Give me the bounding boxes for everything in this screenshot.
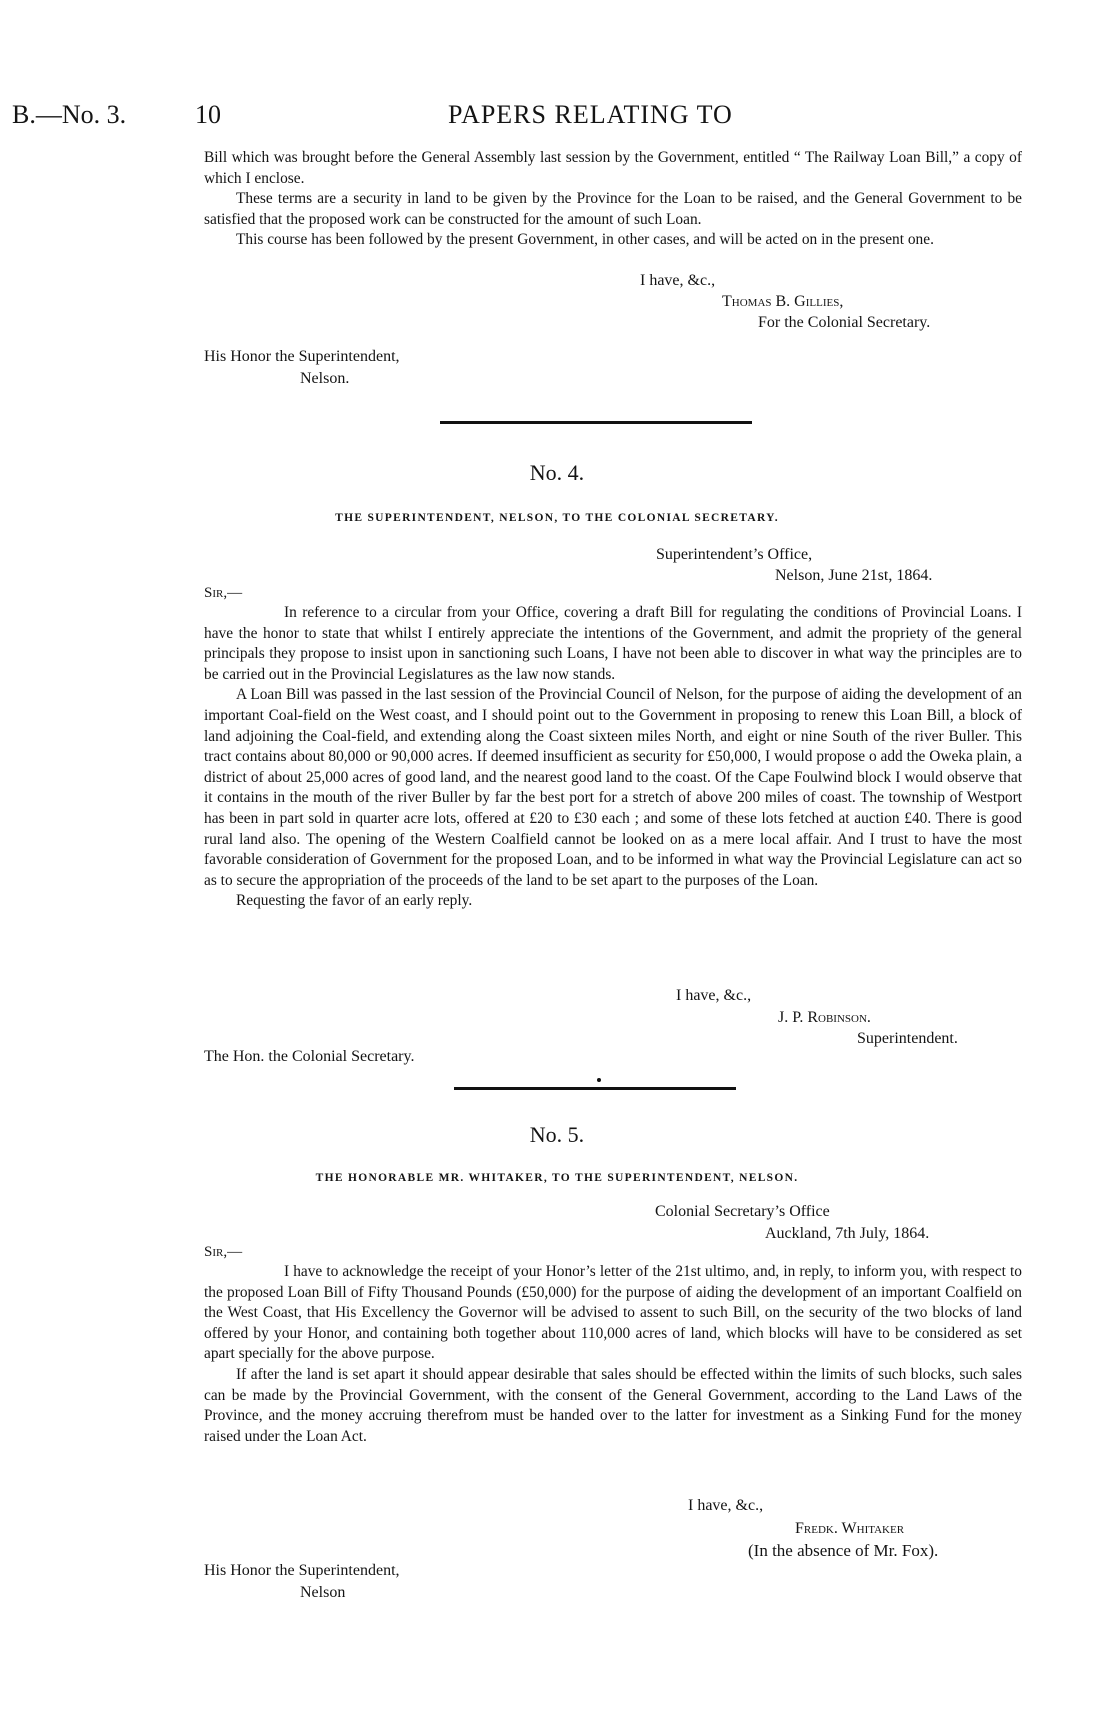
letter4-paragraph-1: In reference to a circular from your Office, covering a draft Bill for regulating the conditions of Provincial Loans. I have the honor to state that whilst I entirely appreciate the intentions of the Government, and admit the propriety of the general principals they propose to insist upon in sanctioning such Loans, I have not been able to discover in what way the principles are to be carried out in the Provincial Legislatures as the law now stands. (204, 604, 1022, 683)
letter5-closing: I have, &c., (688, 1497, 764, 1514)
section-divider (440, 421, 752, 424)
letter3-paragraph-2: These terms are a security in land to be given by the Province for the Loan to be raised, and the General Government to be satisfied that the proposed work can be constructed for the amount of such Loan. (204, 190, 1022, 228)
page-number: 10 (195, 100, 221, 129)
letter3-addressee (204, 346, 400, 390)
letter4-paragraph-2: A Loan Bill was passed in the last session of the Provincial Council of Nelson, for the purpose of aiding the development of an important Coal-field on the West coast, and I should point out to the Government in proposing to renew this Loan Bill, a block of land adjoining the Coal-field, and extending along the Coast sixteen miles North, and eight or nine South of the river Buller. This tract contains about 80,000 or 90,000 acres. If deemed insufficient as security for £50,000, I would propose o add the Oweka plain, a district of about 25,000 acres of good land, and the nearest good land to the coast. Of the Cape Foulwind block I would observe that it contains in the mouth of the river Buller by far the best port for a stretch of above 200 miles of coast. The township of Westport has been in part sold in quarter acre lots, offered at £20 to £30 each ; and some of these lots fetched at auction £40. There is good rural land also. The opening of the Western Coalfield cannot be looked on as a mere local affair. And I trust to have the most favorable consideration of Government for the proposed Loan, and to be informed in what way the Provincial Legislature can act so as to secure the appropriation of the proceeds of the land to be set apart to the purposes of the Loan. (204, 686, 1022, 889)
divider-ornament (597, 1078, 601, 1082)
letter5-signature: Fredk. Whitaker (795, 1520, 905, 1537)
letter5-place-date: Auckland, 7th July, 1864. (765, 1225, 930, 1242)
letter4-number: No. 4. (529, 460, 585, 485)
letter4-caption: THE SUPERINTENDENT, NELSON, TO THE COLONIAL SECRETARY. (335, 512, 779, 524)
addressee-line-1: His Honor the Superintendent, (204, 348, 400, 365)
page-header (0, 100, 1114, 136)
letter4-paragraph-3: Requesting the favor of an early reply. (236, 892, 473, 910)
letter3-body (204, 148, 1022, 251)
letter5-paragraph-2: If after the land is set apart it should appear desirable that sales should be effected within the limits of such blocks, such sales can be made by the Provincial Government, with the consent of the General Government, according to the Land Laws of the Province, and the money accruing therefrom must be handed over to the latter for investment as a Sinking Fund for the money raised under the Loan Act. (204, 1365, 1022, 1445)
letter3-paragraph-3: This course has been followed by the present Government, in other cases, and will be acted on in the present one. (236, 231, 934, 249)
letter4-office: Superintendent’s Office, (656, 546, 813, 563)
letter3-signature: Thomas B. Gillies, (722, 293, 844, 310)
paper-code: B.—No. 3. (12, 100, 127, 129)
letter4-sign-title: Superintendent. (857, 1030, 958, 1047)
letter5-salutation: Sir,— (204, 1244, 243, 1260)
running-title: PAPERS RELATING TO (448, 100, 733, 129)
letter5-caption: THE HONORABLE MR. WHITAKER, TO THE SUPERINTENDENT, NELSON. (315, 1172, 799, 1184)
letter5-number: No. 5. (529, 1122, 585, 1147)
letter4-addressee: The Hon. the Colonial Secretary. (204, 1048, 415, 1065)
letter3-closing: I have, &c., (640, 272, 716, 289)
letter4-body (204, 603, 1022, 912)
letter4-signature: J. P. Robinson. (778, 1009, 871, 1026)
letter4-place-date: Nelson, June 21st, 1864. (775, 567, 933, 584)
letter4-closing: I have, &c., (676, 987, 752, 1004)
letter4-salutation: Sir,— (204, 585, 243, 601)
letter3-sign-title: For the Colonial Secretary. (758, 314, 931, 331)
letter3-paragraph-1: Bill which was brought before the General Assembly last session by the Government, entitled “ The Railway Loan Bill,” a copy of which I enclose. (204, 149, 1022, 187)
letter5-paragraph-1: I have to acknowledge the receipt of your Honor’s letter of the 21st ultimo, and, in reply, to inform you, with respect to the proposed Loan Bill of Fifty Thousand Pounds (£50,000) for the purpose of aiding the development of an important Coalfield on the West Coast, that His Excellency the Governor will be advised to assent to such Bill, on the security of the two blocks of land offered by your Honor, and containing both together about 110,000 acres of land, which blocks will have to be considered as set apart specially for the above purpose. (204, 1263, 1022, 1363)
letter5-body (204, 1262, 1022, 1447)
addressee-line-1: His Honor the Superintendent, (204, 1562, 400, 1579)
section-divider-2 (454, 1087, 736, 1090)
letter5-addressee (204, 1560, 400, 1604)
addressee-line-2: Nelson. (300, 370, 350, 387)
letter5-sign-title: (In the absence of Mr. Fox). (748, 1541, 939, 1560)
letter5-office: Colonial Secretary’s Office (655, 1203, 830, 1220)
addressee-line-2: Nelson (300, 1584, 346, 1601)
